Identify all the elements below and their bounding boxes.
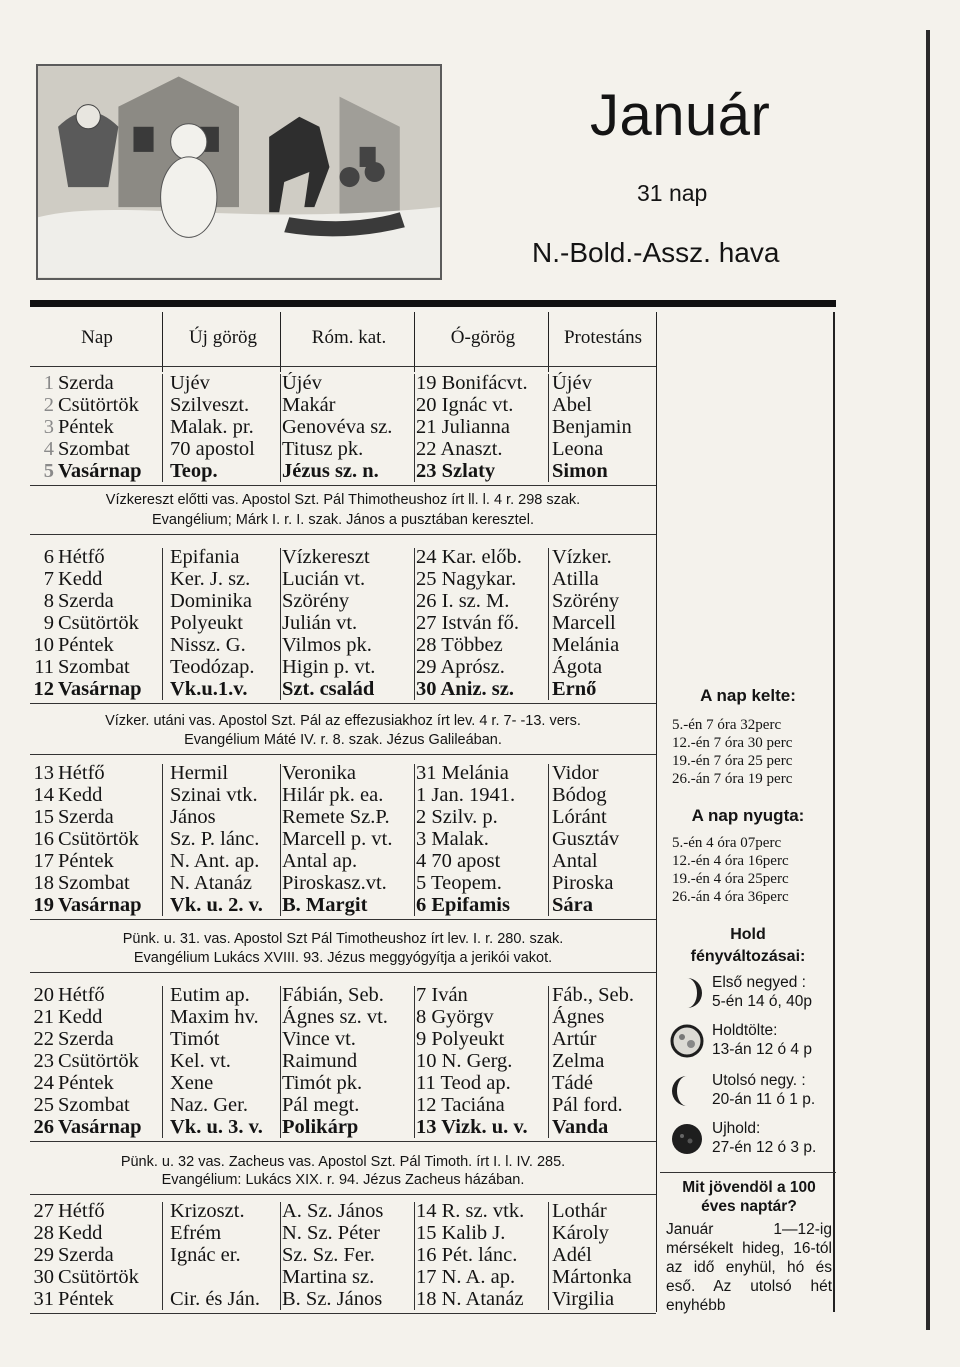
day-number: 9	[43, 612, 54, 634]
o-gorog-name: 5 Teopem.	[416, 872, 502, 894]
o-gorog-name: 26 I. sz. M.	[416, 590, 510, 612]
phase-label: Ujhold:	[712, 1120, 761, 1137]
rom-kat-name: Vilmos pk.	[282, 634, 372, 656]
rom-kat-name: Raimund	[282, 1050, 358, 1072]
phase-label: Holdtölte:	[712, 1022, 778, 1039]
o-gorog-name: 27 István fő.	[416, 612, 520, 634]
day-number: 26	[33, 1116, 54, 1138]
rom-kat-name: Lucián vt.	[282, 568, 366, 590]
winter-sleigh-illustration	[36, 64, 442, 280]
o-gorog-name: 1 Jan. 1941.	[416, 784, 516, 806]
protestans-name: Simon	[552, 460, 608, 482]
day-number: 18	[33, 872, 54, 894]
protestans-name: Piroska	[552, 872, 614, 894]
rom-kat-name: Vince vt.	[282, 1028, 356, 1050]
day-number: 29	[33, 1244, 54, 1266]
protestans-name: Ágnes	[552, 1006, 605, 1028]
column-separator	[280, 1202, 281, 1310]
table-row	[30, 784, 656, 806]
weekday: Szombat	[58, 1094, 130, 1116]
table-row	[30, 1244, 656, 1266]
uj-gorog-name: Teodózap.	[170, 656, 255, 678]
illustration-drawing	[38, 66, 440, 278]
table-row	[30, 762, 656, 784]
uj-gorog-name: Dominika	[170, 590, 252, 612]
weekday: Kedd	[58, 1006, 103, 1028]
rom-kat-name: Hilár pk. ea.	[282, 784, 384, 806]
day-number: 24	[33, 1072, 54, 1094]
week-rule	[30, 485, 656, 486]
rom-kat-name: Timót pk.	[282, 1072, 363, 1094]
o-gorog-name: 11 Teod ap.	[416, 1072, 511, 1094]
protestans-name: Melánia	[552, 634, 620, 656]
table-row	[30, 394, 656, 416]
table-row	[30, 656, 656, 678]
o-gorog-name: 18 N. Atanáz	[416, 1288, 524, 1310]
rom-kat-name: Fábián, Seb.	[282, 984, 384, 1006]
week-rule	[30, 1313, 656, 1314]
weekday: Péntek	[58, 1288, 114, 1310]
day-number: 21	[33, 1006, 54, 1028]
full-moon-icon	[670, 1024, 704, 1058]
table-row	[30, 894, 656, 916]
weekday: Vasárnap	[58, 460, 142, 482]
rom-kat-name: Julián vt.	[282, 612, 358, 634]
week-rule	[30, 919, 656, 920]
weekday: Szerda	[58, 372, 114, 394]
o-gorog-name: 8 Györgv	[416, 1006, 494, 1028]
weekday: Csütörtök	[58, 1050, 139, 1072]
day-number: 20	[33, 984, 54, 1006]
weekday: Péntek	[58, 1072, 114, 1094]
table-row	[30, 416, 656, 438]
day-number: 19	[33, 894, 54, 916]
day-number: 6	[43, 546, 54, 568]
rom-kat-name: Jézus sz. n.	[282, 460, 379, 482]
column-separator	[548, 764, 549, 916]
table-row	[30, 568, 656, 590]
sunday-reading-note: Vízker. utáni vas. Apostol Szt. Pál az effezusiakhoz írt lev. 4 r. 7- -13. vers.	[105, 713, 581, 729]
column-separator	[548, 986, 549, 1138]
o-gorog-name: 25 Nagykar.	[416, 568, 517, 590]
rom-kat-name: Marcell p. vt.	[282, 828, 393, 850]
sidebar-rule	[660, 1172, 836, 1173]
header-divider	[162, 312, 163, 372]
table-row	[30, 678, 656, 700]
col-head-nap: Nap	[81, 327, 113, 348]
sunrise-line: 12.-én 7 óra 30 perc	[672, 735, 793, 751]
protestans-name: Abel	[552, 394, 592, 416]
note-rule	[30, 754, 656, 755]
month-subtitle: N.-Bold.-Assz. hava	[532, 237, 780, 268]
sunset-line: 5.-én 4 óra 07perc	[672, 835, 782, 851]
col-head-uj-gorog: Új görög	[188, 327, 258, 348]
column-separator	[280, 548, 281, 700]
forecast-text: Január 1—12-ig mérsékelt hideg, 16-tól az idő enyhül, hó és eső. Az utolsó hét enyhébb	[666, 1221, 832, 1314]
column-separator	[414, 986, 415, 1138]
table-right-divider	[656, 312, 657, 1312]
column-separator	[548, 548, 549, 700]
column-separator	[280, 764, 281, 916]
table-row	[30, 372, 656, 394]
sunday-reading-note: Evangélium; Márk I. r. I. szak. János a pusztában keresztel.	[151, 512, 534, 528]
rom-kat-name: Polikárp	[282, 1116, 359, 1138]
uj-gorog-name: N. Atanáz	[170, 872, 252, 894]
day-number: 12	[33, 678, 54, 700]
table-row	[30, 850, 656, 872]
uj-gorog-name: Szilveszt.	[170, 394, 250, 416]
column-separator	[548, 1202, 549, 1310]
day-number: 28	[33, 1222, 54, 1244]
weekday: Kedd	[58, 1222, 103, 1244]
day-number: 11	[34, 656, 54, 678]
sunday-reading-note: Evangélium Máté IV. r. 8. szak. Jézus Galileában.	[184, 732, 502, 748]
weekday: Szombat	[58, 872, 130, 894]
uj-gorog-name: Eutim ap.	[170, 984, 250, 1006]
weekday: Kedd	[58, 784, 103, 806]
uj-gorog-name: Naz. Ger.	[170, 1094, 248, 1116]
phase-label: Utolsó negy. :	[712, 1072, 806, 1089]
uj-gorog-name: Polyeukt	[170, 612, 243, 634]
day-number: 25	[33, 1094, 54, 1116]
o-gorog-name: 9 Polyeukt	[416, 1028, 505, 1050]
day-number: 15	[33, 806, 54, 828]
protestans-name: Sára	[552, 894, 593, 916]
phase-value: 5-én 14 ó, 40p	[712, 993, 812, 1010]
weekday: Hétfő	[58, 762, 105, 784]
table-row	[30, 546, 656, 568]
table-row	[30, 872, 656, 894]
protestans-name: Ágota	[552, 656, 603, 678]
forecast-title: Mit jövendöl a 100 éves naptár?	[682, 1179, 816, 1215]
uj-gorog-name: Epifania	[170, 546, 240, 568]
rom-kat-name: Veronika	[282, 762, 357, 784]
o-gorog-name: 24 Kar. előb.	[416, 546, 522, 568]
header-divider	[280, 312, 281, 372]
weekday: Péntek	[58, 416, 114, 438]
protestans-name: Adél	[552, 1244, 592, 1266]
protestans-name: Artúr	[552, 1028, 597, 1050]
weekday: Péntek	[58, 634, 114, 656]
protestans-name: Mártonka	[552, 1266, 632, 1288]
protestans-name: Leona	[552, 438, 604, 460]
rom-kat-name: Szörény	[282, 590, 350, 612]
sunrise-title: A nap kelte:	[700, 686, 796, 705]
new-moon-icon	[670, 1122, 704, 1156]
weekday: Szerda	[58, 1028, 114, 1050]
weekday: Szombat	[58, 656, 130, 678]
weekday: Hétfő	[58, 546, 105, 568]
rom-kat-name: Vízkereszt	[282, 546, 370, 568]
uj-gorog-name: Ker. J. sz.	[170, 568, 251, 590]
sunday-reading-note: Evangélium Lukács XVIII. 93. Jézus meggyógyítja a jerikói vakot.	[133, 950, 553, 966]
column-separator	[414, 1202, 415, 1310]
rom-kat-name: Ágnes sz. vt.	[282, 1006, 388, 1028]
o-gorog-name: 7 Iván	[416, 984, 468, 1006]
uj-gorog-name: Maxim hv.	[170, 1006, 259, 1028]
col-head-protestans: Protestáns	[563, 327, 643, 348]
weekday: Szerda	[58, 806, 114, 828]
table-row	[30, 806, 656, 828]
table-row	[30, 634, 656, 656]
uj-gorog-name: Szinai vtk.	[170, 784, 258, 806]
o-gorog-name: 16 Pét. lánc.	[416, 1244, 518, 1266]
protestans-name: Tádé	[552, 1072, 593, 1094]
col-head-o-gorog: Ó-görög	[450, 327, 516, 348]
table-row	[30, 612, 656, 634]
table-row	[30, 1006, 656, 1028]
uj-gorog-name: Ignác er.	[170, 1244, 241, 1266]
day-number: 8	[43, 590, 54, 612]
rom-kat-name: Genovéva sz.	[282, 416, 393, 438]
rom-kat-name: Antal ap.	[282, 850, 358, 872]
protestans-name: Vidor	[552, 762, 599, 784]
uj-gorog-name: Teop.	[170, 460, 218, 482]
table-row	[30, 1200, 656, 1222]
phase-label: Első negyed :	[712, 974, 806, 991]
table-row	[30, 590, 656, 612]
weekday: Hétfő	[58, 984, 105, 1006]
first-quarter-moon-icon	[670, 976, 704, 1010]
protestans-name: Lóránt	[552, 806, 607, 828]
header-divider	[548, 312, 549, 372]
o-gorog-name: 4 70 apost	[416, 850, 501, 872]
note-rule	[30, 1194, 656, 1195]
sunset-line: 12.-én 4 óra 16perc	[672, 853, 789, 869]
protestans-name: Fáb., Seb.	[552, 984, 634, 1006]
phase-value: 20-án 11 ó 1 p.	[712, 1091, 816, 1108]
sunrise-line: 5.-én 7 óra 32perc	[672, 717, 782, 733]
phase-value: 27-én 12 ó 3 p.	[712, 1139, 817, 1156]
day-number: 31	[33, 1288, 54, 1310]
protestans-name: Benjamin	[552, 416, 632, 438]
day-number: 13	[33, 762, 54, 784]
day-number: 22	[33, 1028, 54, 1050]
o-gorog-name: 14 R. sz. vtk.	[416, 1200, 525, 1222]
table-row	[30, 1028, 656, 1050]
table-row	[30, 1288, 656, 1310]
weekday: Vasárnap	[58, 894, 142, 916]
rom-kat-name: Titusz pk.	[282, 438, 364, 460]
uj-gorog-name: Ujév	[170, 372, 210, 394]
day-number: 3	[43, 416, 54, 438]
uj-gorog-name: Cir. és Ján.	[170, 1288, 260, 1310]
table-row	[30, 1222, 656, 1244]
column-separator	[162, 374, 163, 482]
moon-title-2: fényváltozásai:	[690, 948, 806, 965]
protestans-name: Antal	[552, 850, 598, 872]
uj-gorog-name: Vk. u. 2. v.	[170, 894, 263, 916]
o-gorog-name: 30 Aniz. sz.	[416, 678, 514, 700]
day-number: 14	[33, 784, 54, 806]
table-row	[30, 984, 656, 1006]
weekday: Kedd	[58, 568, 103, 590]
protestans-name: Zelma	[552, 1050, 605, 1072]
week-rule	[30, 1141, 656, 1142]
day-number: 7	[43, 568, 54, 590]
rom-kat-name: Makár	[282, 394, 336, 416]
weekday: Csütörtök	[58, 612, 139, 634]
column-separator	[414, 548, 415, 700]
o-gorog-name: 21 Julianna	[416, 416, 510, 438]
uj-gorog-name: Sz. P. lánc.	[170, 828, 260, 850]
weekday: Vasárnap	[58, 678, 142, 700]
uj-gorog-name: Timót	[170, 1028, 220, 1050]
protestans-name: Vízker.	[552, 546, 612, 568]
day-number: 16	[33, 828, 54, 850]
uj-gorog-name: Vk. u. 3. v.	[170, 1116, 263, 1138]
protestans-name: Bódog	[552, 784, 607, 806]
protestans-name: Gusztáv	[552, 828, 620, 850]
weekday: Szerda	[58, 590, 114, 612]
o-gorog-name: 19 Bonifácvt.	[416, 372, 528, 394]
column-separator	[280, 374, 281, 482]
uj-gorog-name: Hermil	[170, 762, 229, 784]
sunday-reading-note: Pünk. u. 31. vas. Apostol Szt Pál Timotheushoz írt lev. I. r. 280. szak.	[122, 931, 564, 947]
o-gorog-name: 17 N. A. ap.	[416, 1266, 516, 1288]
column-separator	[280, 986, 281, 1138]
table-row	[30, 1072, 656, 1094]
sunday-reading-note: Vízkereszt előtti vas. Apostol Szt. Pál Thimotheushoz írt ll. l. 4 r. 298 szak.	[105, 492, 581, 508]
rom-kat-name: Pál megt.	[282, 1094, 360, 1116]
o-gorog-name: 20 Ignác vt.	[416, 394, 514, 416]
col-head-rom-kat: Róm. kat.	[311, 327, 387, 348]
day-number: 2	[43, 394, 54, 416]
rom-kat-name: A. Sz. János	[282, 1200, 384, 1222]
o-gorog-name: 2 Szilv. p.	[416, 806, 498, 828]
day-number: 4	[43, 438, 54, 460]
sunday-reading-note: Pünk. u. 32 vas. Zacheus vas. Apostol Szt. Pál Timoth. írt I. l. IV. 285.	[120, 1154, 566, 1170]
column-separator	[162, 986, 163, 1138]
column-separator	[414, 764, 415, 916]
rom-kat-name: B. Margit	[282, 894, 368, 916]
weekday: Szombat	[58, 438, 130, 460]
protestans-name: Pál ford.	[552, 1094, 623, 1116]
table-row	[30, 1116, 656, 1138]
rom-kat-name: N. Sz. Péter	[282, 1222, 380, 1244]
weekday: Vasárnap	[58, 1116, 142, 1138]
table-row	[30, 1050, 656, 1072]
sunset-line: 26.-án 4 óra 36perc	[672, 889, 789, 905]
o-gorog-name: 10 N. Gerg.	[416, 1050, 513, 1072]
uj-gorog-name: Malak. pr.	[170, 416, 254, 438]
sunrise-line: 26.-án 7 óra 19 perc	[672, 771, 793, 787]
days-count: 31 nap	[637, 180, 708, 206]
header-rule	[30, 300, 836, 307]
note-rule	[30, 972, 656, 973]
table-row	[30, 460, 656, 482]
protestans-name: Újév	[552, 372, 592, 394]
header-divider	[414, 312, 415, 372]
phase-value: 13-án 12 ó 4 p	[712, 1041, 812, 1058]
o-gorog-name: 12 Taciána	[416, 1094, 505, 1116]
uj-gorog-name: Krizoszt.	[170, 1200, 245, 1222]
column-separator	[414, 374, 415, 482]
header-bottom-rule	[30, 366, 656, 367]
weekday: Csütörtök	[58, 1266, 139, 1288]
column-separator	[162, 548, 163, 700]
protestans-name: Marcell	[552, 612, 616, 634]
uj-gorog-name: Kel. vt.	[170, 1050, 231, 1072]
day-number: 30	[33, 1266, 54, 1288]
sunset-line: 19.-én 4 óra 25perc	[672, 871, 789, 887]
o-gorog-name: 22 Anaszt.	[416, 438, 503, 460]
day-number: 10	[33, 634, 54, 656]
protestans-name: Virgilia	[552, 1288, 615, 1310]
rom-kat-name: B. Sz. János	[282, 1288, 383, 1310]
table-row	[30, 828, 656, 850]
o-gorog-name: 3 Malak.	[416, 828, 489, 850]
page-edge-line	[926, 30, 930, 1330]
month-title: Január	[590, 83, 771, 148]
uj-gorog-name: Vk.u.1.v.	[170, 678, 248, 700]
table-row	[30, 1266, 656, 1288]
o-gorog-name: 23 Szlaty	[416, 460, 496, 482]
table-row	[30, 438, 656, 460]
day-number: 17	[33, 850, 54, 872]
protestans-name: Vanda	[552, 1116, 609, 1138]
rom-kat-name: Higin p. vt.	[282, 656, 376, 678]
rom-kat-name: Remete Sz.P.	[282, 806, 390, 828]
day-number: 5	[43, 460, 54, 482]
rom-kat-name: Újév	[282, 372, 322, 394]
protestans-name: Atilla	[552, 568, 599, 590]
weekday: Csütörtök	[58, 828, 139, 850]
rom-kat-name: Martina sz.	[282, 1266, 375, 1288]
uj-gorog-name: János	[170, 806, 216, 828]
o-gorog-name: 6 Epifamis	[416, 894, 510, 916]
column-separator	[162, 764, 163, 916]
sunset-title: A nap nyugta:	[691, 806, 805, 825]
note-rule	[30, 534, 656, 535]
o-gorog-name: 28 Többez	[416, 634, 503, 656]
rom-kat-name: Sz. Sz. Fer.	[282, 1244, 375, 1266]
uj-gorog-name: Efrém	[170, 1222, 222, 1244]
o-gorog-name: 31 Melánia	[416, 762, 509, 784]
uj-gorog-name: 70 apostol	[170, 438, 255, 460]
weekday: Szerda	[58, 1244, 114, 1266]
protestans-name: Szörény	[552, 590, 620, 612]
week-rule	[30, 703, 656, 704]
day-number: 27	[33, 1200, 54, 1222]
uj-gorog-name: Xene	[170, 1072, 214, 1094]
column-separator	[548, 374, 549, 482]
o-gorog-name: 15 Kalib J.	[416, 1222, 506, 1244]
weekday: Csütörtök	[58, 394, 139, 416]
column-separator	[162, 1202, 163, 1310]
o-gorog-name: 13 Vizk. u. v.	[416, 1116, 528, 1138]
last-quarter-moon-icon	[670, 1074, 704, 1108]
o-gorog-name: 29 Aprósz.	[416, 656, 505, 678]
day-number: 1	[43, 372, 54, 394]
weekday: Péntek	[58, 850, 114, 872]
protestans-name: Lothár	[552, 1200, 607, 1222]
moon-title: Hold	[730, 926, 766, 943]
rom-kat-name: Piroskasz.vt.	[282, 872, 387, 894]
protestans-name: Károly	[552, 1222, 609, 1244]
column-headers	[30, 312, 656, 364]
sunday-reading-note: Evangélium: Lukács XIX. r. 94. Jézus Zacheus házában.	[161, 1172, 525, 1188]
protestans-name: Ernő	[552, 678, 597, 700]
table-row	[30, 1094, 656, 1116]
uj-gorog-name: N. Ant. ap.	[170, 850, 260, 872]
uj-gorog-name: Nissz. G.	[170, 634, 246, 656]
sunrise-line: 19.-én 7 óra 25 perc	[672, 753, 793, 769]
rom-kat-name: Szt. család	[282, 678, 375, 700]
day-number: 23	[33, 1050, 54, 1072]
weekday: Hétfő	[58, 1200, 105, 1222]
